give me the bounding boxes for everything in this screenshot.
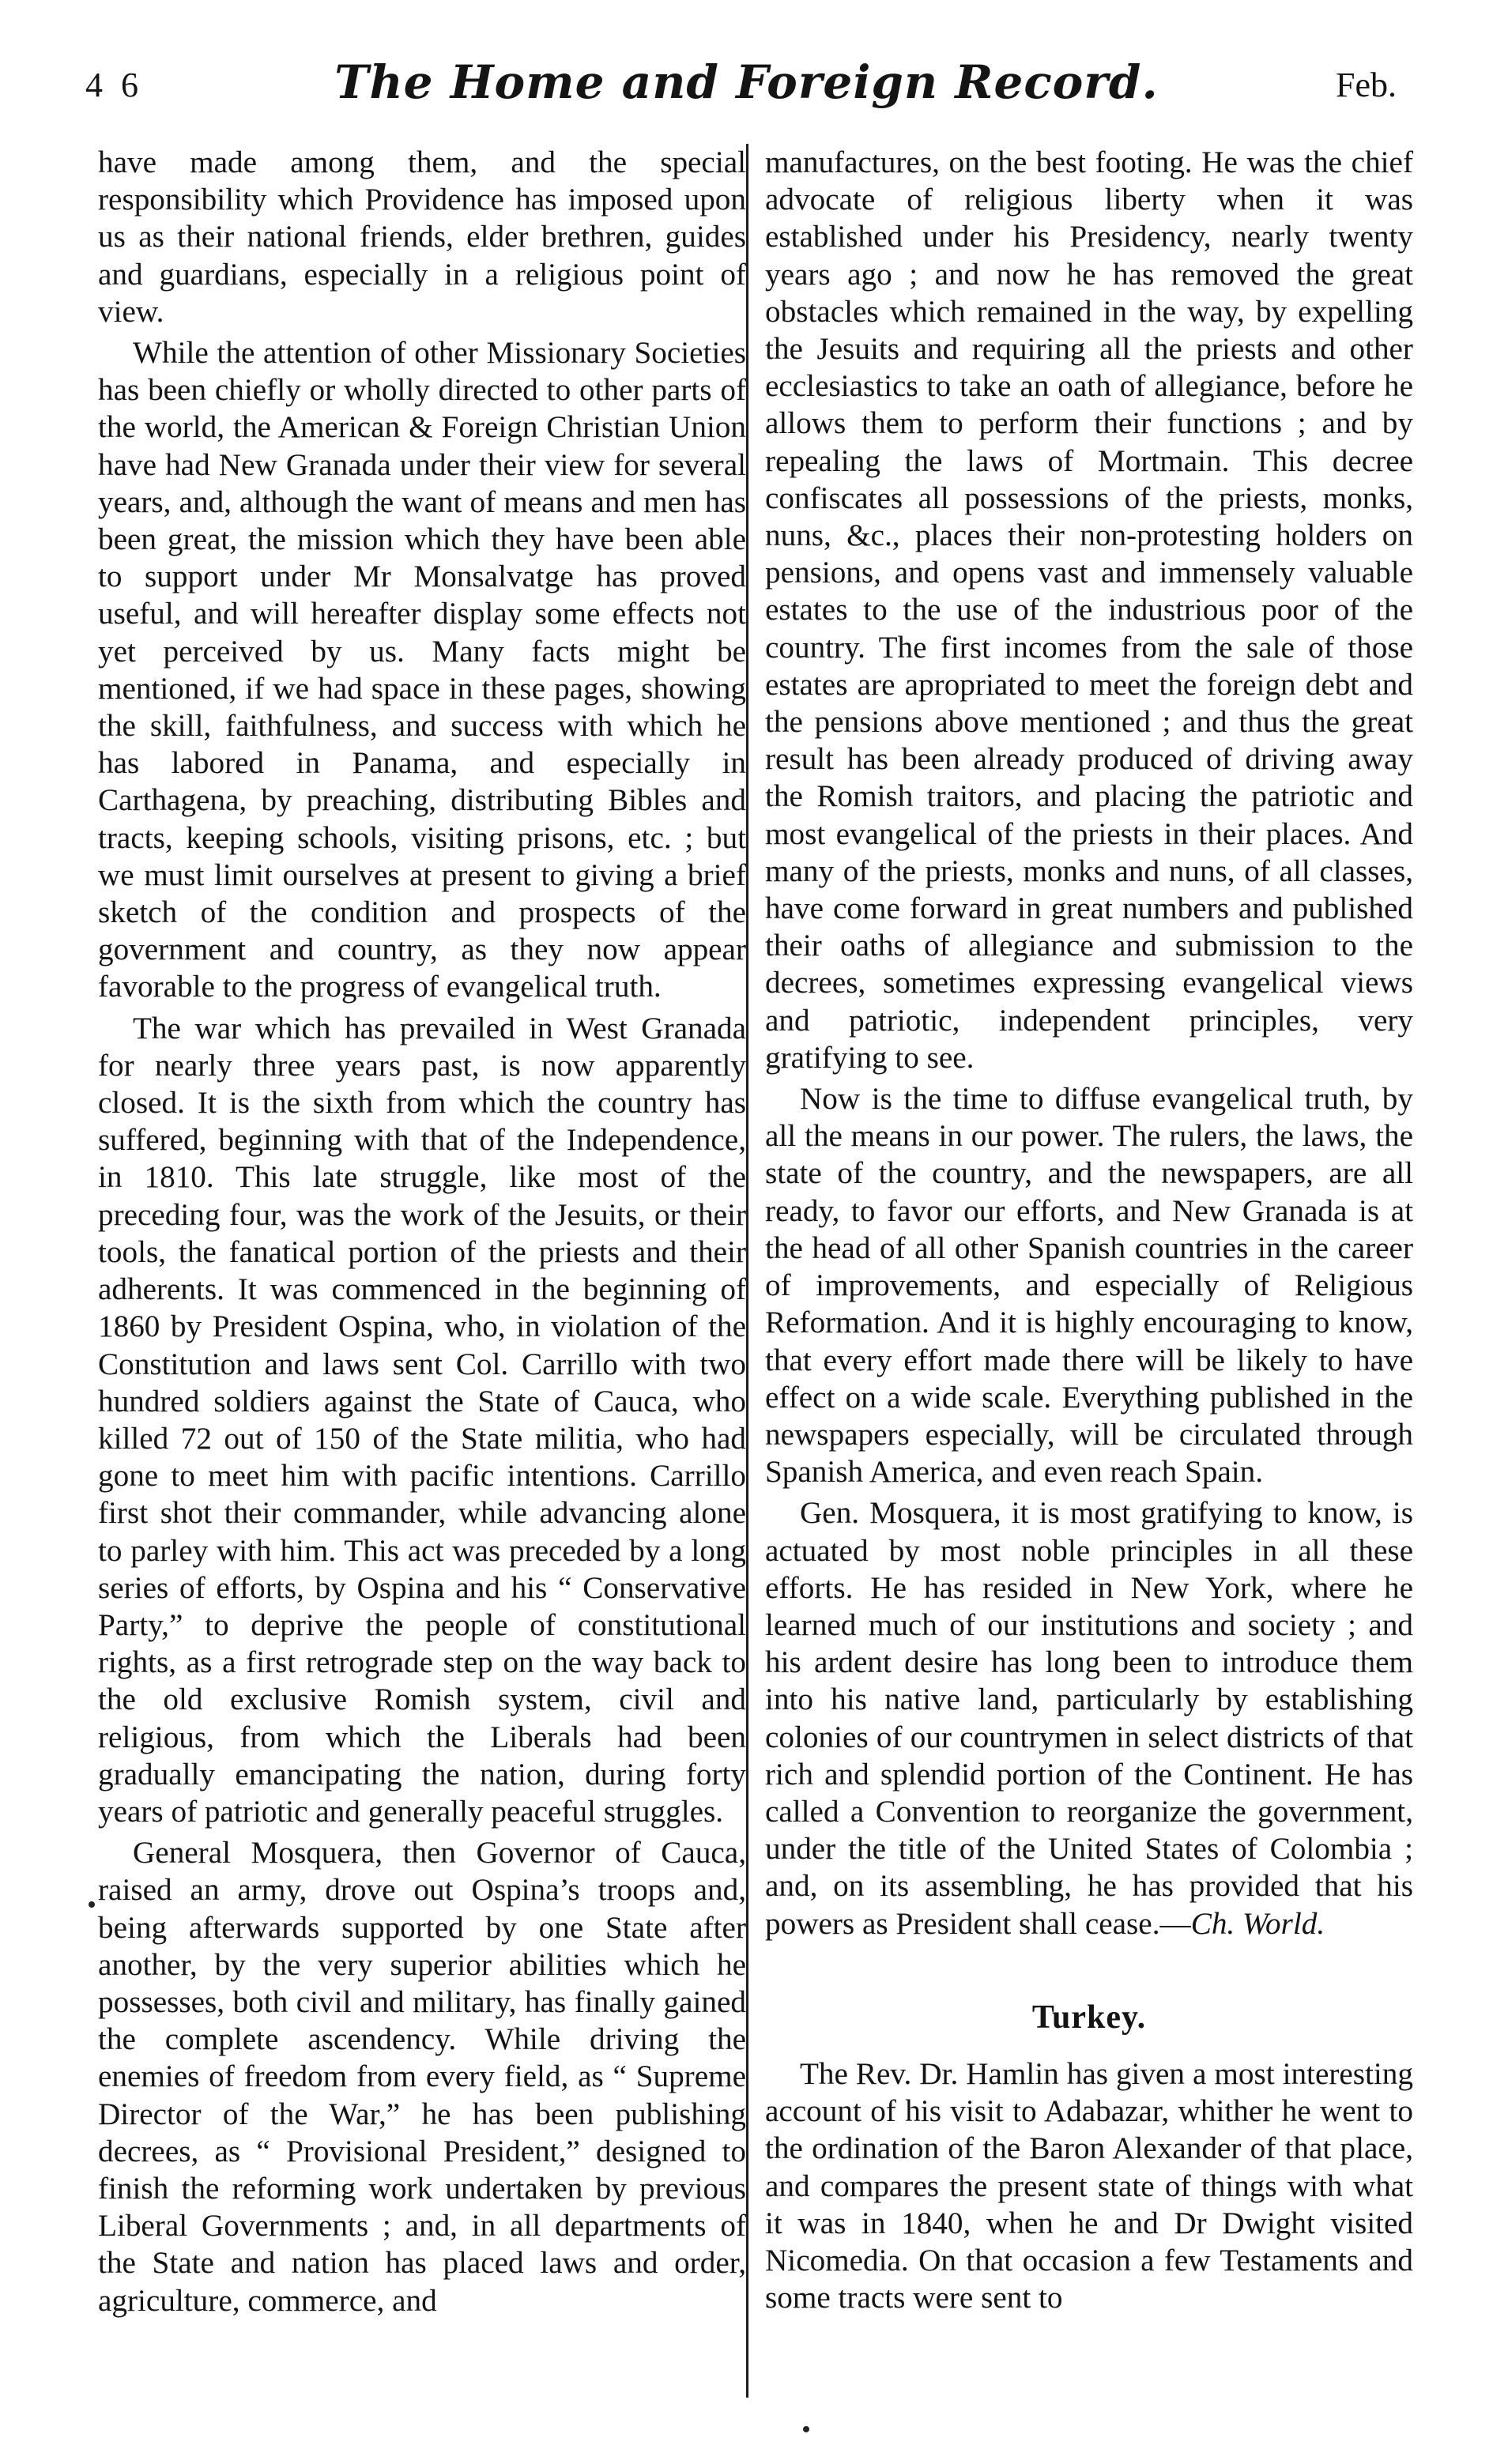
paragraph: While the attention of other Missionary Societies has been chiefly or wholly directed to other parts of the world, the American & Foreign Christian Union have had New Granada under their view for several years, and, although the want of means and men has been great, the mission which they have been able to support under Mr Monsalvatge has proved useful, and will hereafter display some effects not yet perceived by us. Many facts might be mentioned, if we had space in these pages, showing the skill, faithfulness, and success with which he has labored in Panama, and especially in Carthagena, by preaching, distributing Bibles and tracts, keeping schools, visiting prisons, etc. ; but we must limit ourselves at present to giving a brief sketch of the condition and prospects of the government and country, as they now appear favorable to the progress of evangelical truth.: [98, 336, 746, 1004]
right-column: [765, 144, 1413, 2320]
stray-mark: [803, 2426, 809, 2432]
page-header: [0, 0, 1493, 134]
paragraph: The Rev. Dr. Hamlin has given a most interesting account of his visit to Adabazar, whither he went to the ordination of the Baron Alexander of that place, and compares the present state of things with what it was in 1840, when he and Dr Dwight visited Nicomedia. On that occasion a few Testaments and some tracts were sent to: [765, 2056, 1413, 2315]
paragraph: Now is the time to diffuse evangelical truth, by all the means in our power. The rulers, the laws, the state of the country, and the newspapers, are all ready, to favor our efforts, and New Granada is at the head of all other Spanish countries in the career of improvements, and especially of Religious Reformation. And it is highly encouraging to know, that every effort made there will be likely to have effect on a wide scale. Everything published in the newspapers especially, will be circulated through Spanish America, and even reach Spain.: [765, 1082, 1413, 1490]
source-attribution: Ch. World.: [1190, 1906, 1325, 1941]
paragraph: have made among them, and the special responsibility which Providence has imposed upon us as their national friends, elder brethren, guides and guardians, especially in a religious point of view.: [98, 145, 746, 329]
paragraph: [765, 1494, 1413, 1942]
paragraph: manufactures, on the best footing. He was the chief advocate of religious liberty when it was established under his Presidency, nearly twenty years ago ; and now he has removed the great obstacles which remained in the way, by expelling the Jesuits and requiring all the priests and other ecclesiastics to take an oath of allegiance, before he allows them to perform their functions ; and by repealing the laws of Mortmain. This decree confiscates all possessions of the priests, monks, nuns, &c., places their non-protesting holders on pensions, and opens vast and immensely valuable estates to the use of the industrious poor of the country. The first incomes from the sale of those estates are apropriated to meet the foreign debt and the pensions above mentioned ; and thus the great result has been already produced of driving away the Romish traitors, and placing the patriotic and most evangelical of the priests in their places. And many of the priests, monks and nuns, of all classes, have come forward in great numbers and published their oaths of allegiance and submission to the decrees, sometimes expressing evangelical views and patriotic, independent principles, very gratifying to see.: [765, 145, 1413, 1075]
paragraph: General Mosquera, then Governor of Cauca, raised an army, drove out Ospina’s troops and, being afterwards supported by one State after another, by the very superior abilities which he possesses, both civil and military, has finally gained the complete ascendency. While driving the enemies of freedom from every field, as “ Supreme Director of the War,” he has been publishing decrees, as “ Provisional President,” designed to finish the reforming work undertaken by previous Liberal Governments ; and, in all departments of the State and nation has placed laws and order, agriculture, commerce, and: [98, 1836, 746, 2318]
paragraph-text: Gen. Mosquera, it is most gratifying to know, is actuated by most noble principles in all these efforts. He has resided in New York, where he learned much of our institutions and society ; and his ardent desire has long been to introduce them into his native land, particularly by establishing colonies of our countrymen in select districts of that rich and splendid portion of the Continent. He has called a Convention to reorganize the government, under the title of the United States of Colombia ; and, on its assembling, he has provided that his powers as President shall cease.—: [765, 1496, 1413, 1941]
paragraph: The war which has prevailed in West Granada for nearly three years past, is now apparently closed. It is the sixth from which the country has suffered, beginning with that of the Independence, in 1810. This late struggle, like most of the preceding four, was the work of the Jesuits, or their tools, the fanatical portion of the priests and their adherents. It was commenced in the beginning of 1860 by President Ospina, who, in violation of the Constitution and laws sent Col. Carrillo with two hundred soldiers against the State of Cauca, who killed 72 out of 150 of the State militia, who had gone to meet him with pacific intentions. Carrillo first shot their commander, while advancing alone to parley with him. This act was preceded by a long series of efforts, by Ospina and his “ Conservative Party,” to deprive the people of constitutional rights, as a first retrograde step on the way back to the old exclusive Romish system, civil and religious, from which the Liberals had been gradually emancipating the nation, during forty years of patriotic and generally peaceful struggles.: [98, 1011, 746, 1829]
left-column: [98, 144, 746, 2323]
stray-mark: [89, 1901, 95, 1908]
running-title: The Home and Foreign Record.: [334, 55, 1159, 109]
section-heading: Turkey.: [1031, 1999, 1147, 2036]
page-number: 4 6: [85, 66, 143, 104]
issue-month: Feb.: [1336, 66, 1397, 104]
column-divider: [746, 144, 748, 2398]
